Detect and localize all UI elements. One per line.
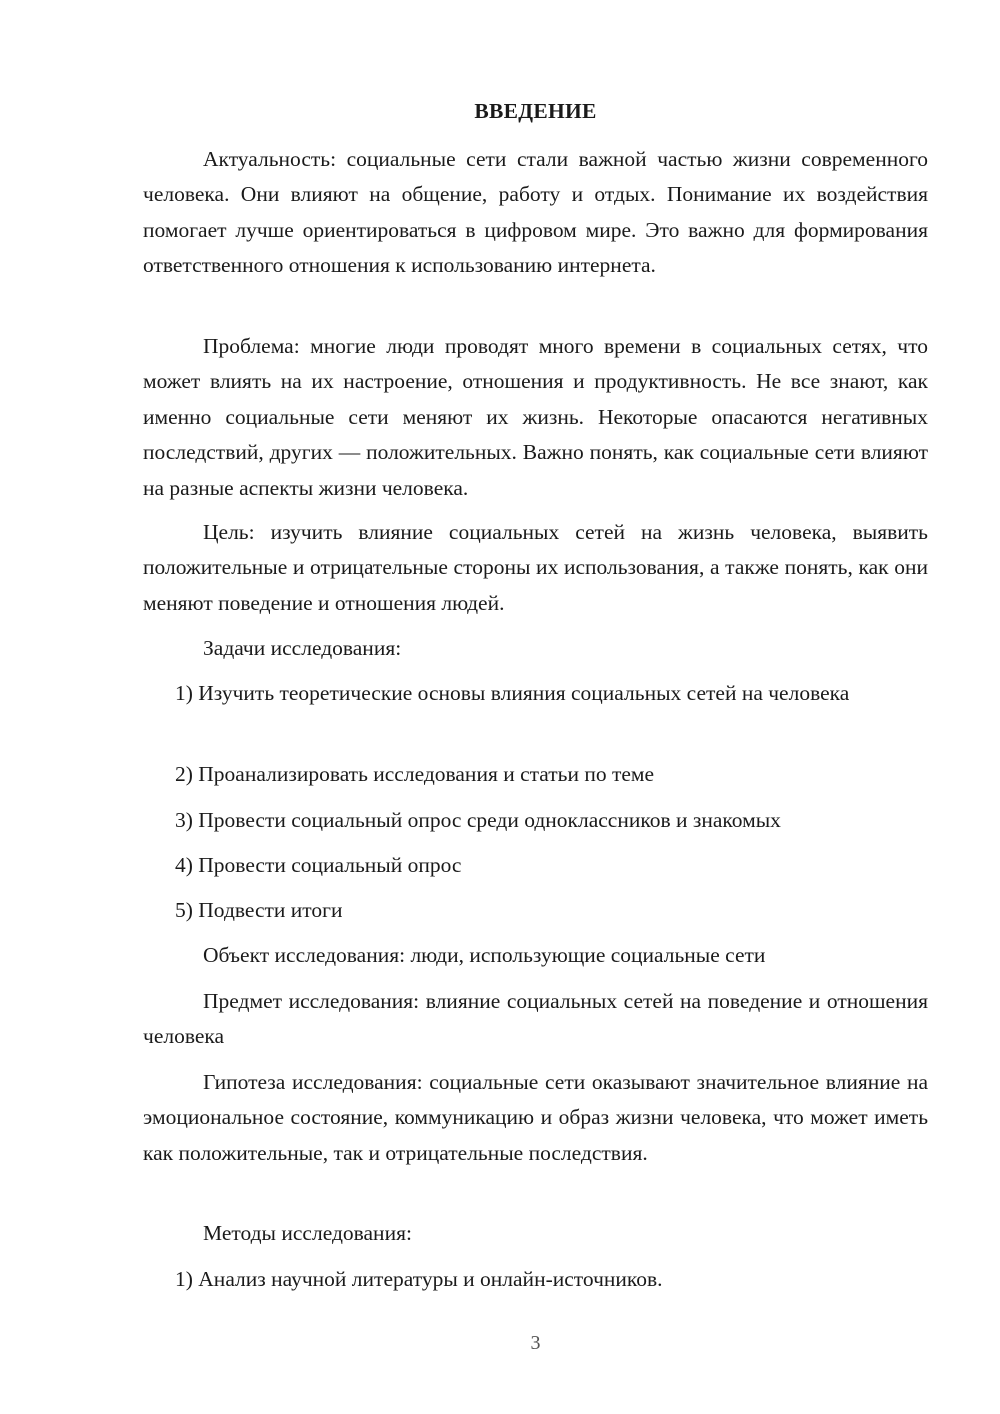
page-title: ВВЕДЕНИЕ <box>474 99 597 123</box>
page-number: 3 <box>530 1332 541 1354</box>
methods-heading: Методы исследования: <box>203 1221 412 1245</box>
subject-paragraph: Предмет исследования: влияние социальных сетей на поведение и отношения человека <box>143 989 928 1049</box>
problem-paragraph: Проблема: многие люди проводят много времени в социальных сетях, что может влиять на их настроение, отношения и продуктивность. Не все знают, как именно социальные сети меняют их жизнь. Некоторые опасаются негативных последствий, других — положительных. Важно понять, как социальные сети влияют на разные аспекты жизни человека. <box>143 334 928 500</box>
hypothesis-paragraph: Гипотеза исследования: социальные сети оказывают значительное влияние на эмоциональное состояние, коммуникацию и образ жизни человека, что может иметь как положительные, так и отрицательные последствия. <box>143 1070 928 1165</box>
task-item: 1) Изучить теоретические основы влияния социальных сетей на человека <box>175 681 850 705</box>
object-paragraph: Объект исследования: люди, использующие социальные сети <box>203 943 766 967</box>
relevance-paragraph: Актуальность: социальные сети стали важной частью жизни современного человека. Они влияют на общение, работу и отдых. Понимание их воздействия помогает лучше ориентироваться в цифровом мире. Это важно для формирования ответственного отношения к использованию интернета. <box>143 147 928 278</box>
tasks-heading: Задачи исследования: <box>203 636 402 660</box>
task-item: 4) Провести социальный опрос <box>175 853 462 877</box>
task-item: 2) Проанализировать исследования и статьи по теме <box>175 762 655 786</box>
goal-paragraph: Цель: изучить влияние социальных сетей на жизнь человека, выявить положительные и отрицательные стороны их использования, а также понять, как они меняют поведение и отношения людей. <box>143 520 928 615</box>
task-item: 3) Провести социальный опрос среди одноклассников и знакомых <box>175 808 781 832</box>
task-item: 5) Подвести итоги <box>175 898 343 922</box>
method-item: 1) Анализ научной литературы и онлайн-источников. <box>175 1267 663 1291</box>
